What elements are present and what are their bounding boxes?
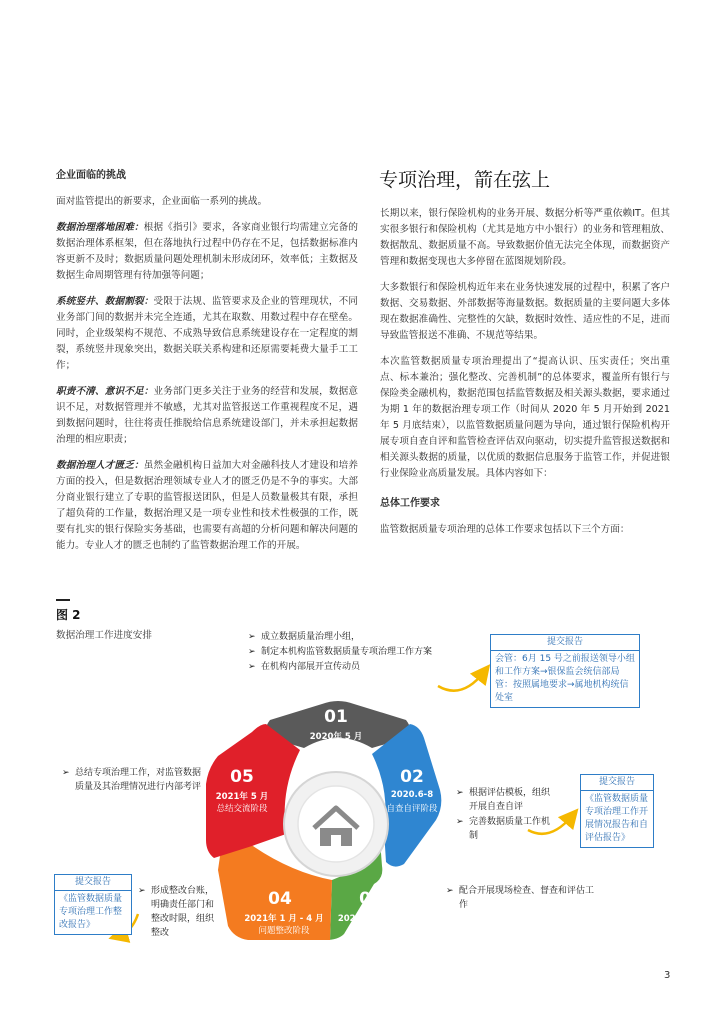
report-box-title: 提交报告 [55, 875, 131, 891]
challenge-lead: 数据治理落地困难： [56, 222, 144, 233]
list-item: ➢ 完善数据质量工作机制 [456, 815, 552, 843]
list-item: ➢ 总结专项治理工作，对监管数据质量及其治理情况进行内部考评 [62, 766, 202, 794]
section-title: 企业面临的挑战 [56, 170, 126, 181]
bullets-right [456, 786, 552, 844]
segment-01-date: 2020年 5 月 [309, 732, 363, 742]
challenge-text: 受限于法规、监管要求及企业的管理现状，不同业务部门间的数据并未完全连通，尤其在取数、用数过程中存在壁垒。同时，企业级架构不规范、不成熟导致信息系统建设存在一定程度的割裂，系统竖井现象突出，数据关联关系构建和还原需要耗费大量手工工作； [56, 296, 358, 371]
segment-02-number: 02 [400, 767, 424, 787]
report-box-left [54, 874, 132, 935]
intro-paragraph: 面对监管提出的新要求，企业面临一系列的挑战。 [56, 196, 268, 207]
report-box-body: 《监管数据质量专项治理工作整改报告》 [59, 894, 123, 930]
page-number: 3 [664, 970, 671, 981]
report-box-right [580, 774, 654, 848]
segment-03-number: 03 [359, 889, 383, 909]
bullets-left [62, 766, 202, 795]
segment-04-number: 04 [268, 889, 292, 909]
body-paragraph: 长期以来，银行保险机构的业务开展、数据分析等严重依赖IT。但其实很多银行和保险机构（尤其是地方中小银行）的业务和管理粗放、数据散乱、数据质量不高。导致数据价值无法完全体现，而数据资产管理和数据变现也大多停留在蓝图规划阶段。 [380, 208, 670, 267]
challenge-lead: 系统竖井、数据割裂： [56, 296, 154, 307]
segment-05-date: 2021年 5 月 [215, 792, 269, 802]
list-item: ➢ 成立数据质量治理小组， [248, 630, 472, 644]
segment-04-date: 2021年 1 月 - 4 月 [244, 914, 324, 924]
center-disc [298, 786, 374, 862]
segment-03-phase: 监管检查评估 [350, 926, 402, 936]
body-paragraph: 大多数银行和保险机构近年来在业务快速发展的过程中，积累了客户数据、交易数据、外部数据等海量数据。数据质量的主要问题大多体现在数据准确性、完整性的欠缺，数据时效性、适应性的不足，进而导致监管报送不准确、不规范等结果。 [380, 282, 670, 341]
article-heading: 专项治理，箭在弦上 [379, 169, 551, 191]
segment-02-date: 2020.6-8 [390, 790, 434, 800]
list-item: ➢ 根据评估模板，组织开展自查自评 [456, 786, 552, 814]
bullets-top [248, 630, 472, 675]
figure-label: 图 2 [56, 608, 81, 622]
segment-05-number: 05 [230, 767, 254, 787]
segment-03-date: 2020年9月 - 12月 [337, 914, 415, 924]
challenge-text: 业务部门更多关注于业务的经营和发展，数据意识不足，对数据管理并不敏感，尤其对监管报送工作重视程度不足，遇到数据问题时，往往将责任推脱给信息系统建设部门，并未承担起数据治理的相应职责； [56, 386, 358, 445]
segment-01-number: 01 [324, 707, 348, 727]
report-box-title: 提交报告 [491, 635, 639, 651]
segment-01-phase: 工作启动 [318, 744, 353, 754]
list-item: ➢ 形成整改台账，明确责任部门和整改时限，组织整改 [138, 884, 222, 940]
list-item: ➢ 在机构内部展开宣传动员 [248, 660, 472, 674]
list-item: ➢ 制定本机构监管数据质量专项治理工作方案 [248, 645, 472, 659]
segment-02-phase: 自查自评阶段 [386, 804, 438, 814]
bullets-bottom-left [138, 884, 222, 941]
report-box-top [490, 634, 640, 708]
body-paragraph: 本次监管数据质量专项治理提出了“提高认识、压实责任；突出重点、标本兼治；强化整改、完善机制”的总体要求，覆盖所有银行与保险类金融机构，数据范围包括监管数据及相关源头数据，要求通过为期 1 年的数据治理专项工作（时间从 2020 年 5 月开始到 2021 年 5 月底结束），以监管数据质量问题为导向，通过银行保险机构开展专项自查自评和监管检查评估双向驱动，切实提升监管报送数据和相关源头数据的质量，以优质的数据信息服务于监管工作，并促进银行业保险业高质量发展。具体内容如下： [380, 356, 670, 479]
challenge-lead: 数据治理人才匮乏： [56, 460, 144, 471]
challenge-text: 根据《指引》要求，各家商业银行均需建立完备的数据治理体系框架，但在落地执行过程中仍存在不足，包括数据标准内容更新不及时；数据质量问题处理机制未形成闭环，效率低；主数据及数据生命周期管理有待加强等问题； [56, 222, 359, 281]
closing-paragraph: 监管数据质量专项治理的总体工作要求包括以下三个方面： [380, 524, 630, 535]
list-item: ➢ 配合开展现场检查、督查和评估工作 [446, 884, 596, 912]
report-box-body: 会管：6月 15 号之前报送领导小组和工作方案→银保监会统信部局管：按照属地要求→属地机构统信处室 [495, 654, 635, 703]
segment-04-phase: 问题整改阶段 [258, 926, 310, 936]
report-box-title: 提交报告 [581, 775, 653, 791]
challenge-lead: 职责不清、意识不足： [56, 386, 154, 397]
subheading: 总体工作要求 [380, 498, 440, 509]
report-box-body: 《监管数据质量专项治理工作开展情况报告和自评估报告》 [585, 794, 649, 843]
bullets-bottom-right [446, 884, 596, 913]
figure-caption: 数据治理工作进度安排 [56, 630, 152, 641]
segment-05-phase: 总结交流阶段 [216, 804, 268, 814]
challenge-text: 虽然金融机构日益加大对金融科技人才建设和培养方面的投入，但是数据治理领域专业人才的匮乏仍是不争的事实。大部分商业银行建立了专职的监管报送团队，但是人员数量极其有限，承担了超负荷的工作量，数据治理又是一项专业性和技术性极强的工作，既要有扎实的银行保险实务基础，也需要有高超的分析问题和解决问题的能力。专业人才的匮乏也制约了监管数据治理工作的开展。 [56, 460, 359, 551]
